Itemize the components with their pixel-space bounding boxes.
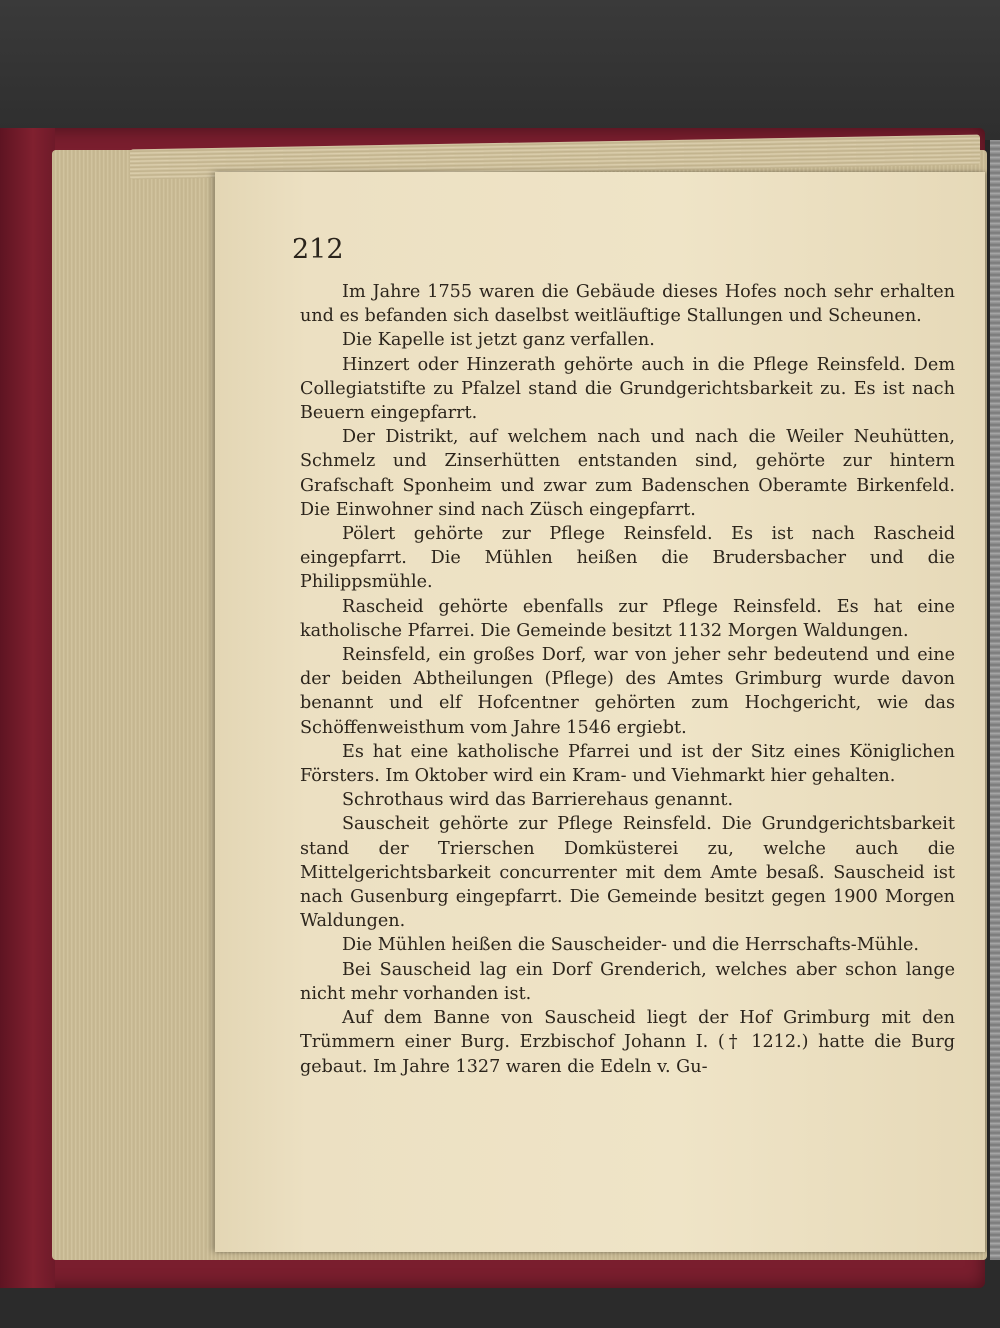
paragraph: Der Distrikt, auf welchem nach und nach die Weiler Neuhütten, Schmelz und Zinserhütten entstanden sind, gehörte zur hintern Grafschaft Sponheim und zwar zum Badenschen Oberamte Birkenfeld. Die Einwohner sind nach Züsch eingepfarrt. xyxy=(300,427,955,520)
paragraph: Bei Sauscheid lag ein Dorf Grenderich, welches aber schon lange nicht mehr vorhanden ist. xyxy=(300,959,955,1004)
paragraph: Pölert gehörte zur Pflege Reinsfeld. Es ist nach Rascheid eingepfarrt. Die Mühlen heißen die Brudersbacher und die Philippsmühle. xyxy=(300,524,955,593)
paragraph: Im Jahre 1755 waren die Gebäude dieses Hofes noch sehr erhalten und es befanden sich daselbst weitläuftige Stallungen und Scheunen. xyxy=(300,282,955,327)
paragraph: Schrothaus wird das Barrierehaus genannt. xyxy=(342,790,734,811)
paragraph: Reinsfeld, ein großes Dorf, war von jeher sehr bedeutend und eine der beiden Abtheilungen (Pflege) des Amtes Grimburg wurde davon benannt und elf Hofcentner gehörten zum Hochgericht, wie das Schöffenweisthum vom Jahre 1546 ergiebt. xyxy=(300,645,955,738)
page-number: 212 xyxy=(292,234,344,265)
paragraph: Es hat eine katholische Pfarrei und ist der Sitz eines Königlichen Försters. Im Oktober wird ein Kram- und Viehmarkt hier gehalten. xyxy=(300,741,955,787)
binding-edge xyxy=(990,140,1000,1260)
paragraph: Die Kapelle ist jetzt ganz verfallen. xyxy=(342,330,655,351)
book-spine xyxy=(0,128,55,1288)
paragraph: Hinzert oder Hinzerath gehörte auch in die Pflege Reinsfeld. Dem Collegiatstifte zu Pfalzel stand die Grundgerichtsbarkeit zu. Es ist nach Beuern eingepfarrt. xyxy=(300,354,955,424)
paragraph: Rascheid gehörte ebenfalls zur Pflege Reinsfeld. Es hat eine katholische Pfarrei. Die Gemeinde besitzt 1132 Morgen Waldungen. xyxy=(300,596,955,641)
page-text xyxy=(300,280,955,1079)
paragraph: Die Mühlen heißen die Sauscheider- und die Herrschafts-Mühle. xyxy=(342,935,920,956)
paragraph: Auf dem Banne von Sauscheid liegt der Hof Grimburg mit den Trümmern einer Burg. Erzbischof Johann I. († 1212.) hatte die Burg gebaut. Im Jahre 1327 waren die Edeln v. Gu- xyxy=(300,1008,955,1077)
background-top xyxy=(0,0,1000,140)
paragraph: Sauscheit gehörte zur Pflege Reinsfeld. Die Grundgerichtsbarkeit stand der Trierschen Domküsterei zu, welche auch die Mittelgerichtsbarkeit concurrenter mit dem Amte besaß. Sauscheid ist nach Gusenburg eingepfarrt. Die Gemeinde besitzt gegen 1900 Morgen Waldungen. xyxy=(300,814,955,932)
